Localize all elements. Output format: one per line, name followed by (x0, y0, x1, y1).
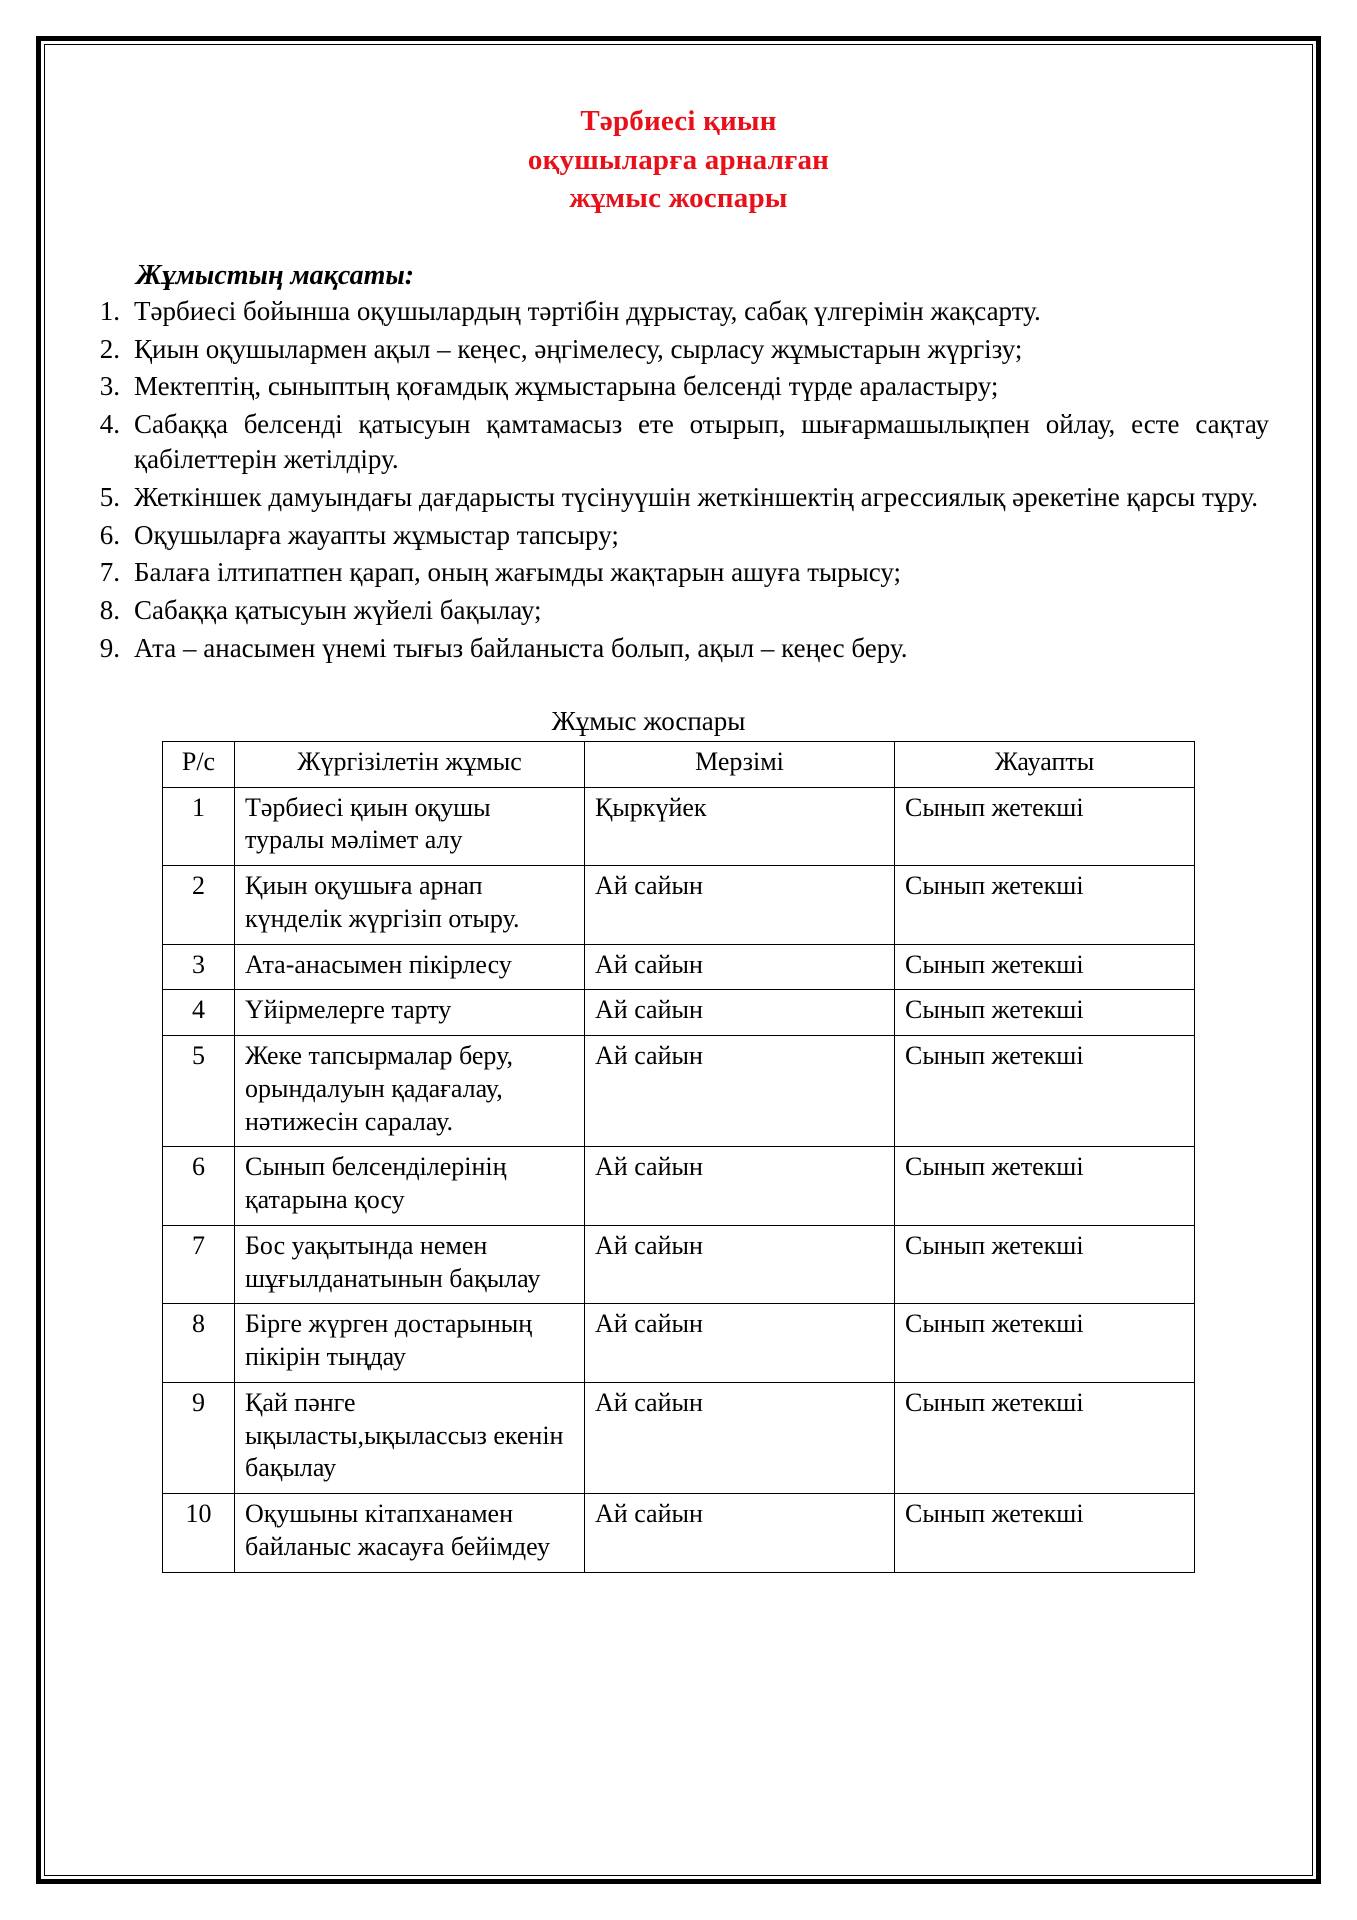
table-cell-responsible: Сынып жетекші (895, 1036, 1195, 1147)
aim-item-number: 3. (99, 371, 120, 402)
table-row (163, 944, 1195, 990)
table-cell-work: Қиын оқушыға арнап күнделік жүргізіп отыру. (235, 866, 585, 945)
aim-item-number: 5. (99, 481, 120, 512)
table-cell-number: 1 (163, 787, 235, 866)
table-cell-term: Қыркүйек (585, 787, 895, 866)
table-cell-work: Оқушыны кітапханамен байланыс жасауға бейімдеу (235, 1494, 585, 1573)
aim-item-text: Мектептің, сыныптың қоғамдық жұмыстарына белсенді түрде араластыру; (134, 371, 999, 402)
table-cell-term: Ай сайын (585, 1225, 895, 1304)
aim-item-number: 2. (99, 333, 120, 364)
table-row (163, 866, 1195, 945)
table-cell-work: Үйірмелерге тарту (235, 990, 585, 1036)
table-row (163, 787, 1195, 866)
aim-heading: Жұмыстың мақсаты: (136, 259, 415, 291)
table-cell-work: Қай пәнге ықыласты,ықыласcыз екенін бақылау (235, 1382, 585, 1493)
table-cell-number: 10 (163, 1494, 235, 1573)
table-cell-number: 5 (163, 1036, 235, 1147)
table-row (163, 1225, 1195, 1304)
page-title (88, 102, 1269, 218)
table-cell-term: Ай сайын (585, 1147, 895, 1226)
table-cell-term: Ай сайын (585, 944, 895, 990)
table-cell-responsible: Сынып жетекші (895, 787, 1195, 866)
table-head (163, 741, 1195, 787)
table-cell-responsible: Сынып жетекші (895, 1225, 1195, 1304)
table-row (163, 1147, 1195, 1226)
work-plan-table (162, 741, 1195, 1573)
table-row (163, 1382, 1195, 1493)
table-cell-responsible: Сынып жетекші (895, 1382, 1195, 1493)
aim-item (88, 555, 1269, 590)
table-cell-responsible: Сынып жетекші (895, 1147, 1195, 1226)
table-cell-responsible: Сынып жетекші (895, 990, 1195, 1036)
aim-item-number: 4. (99, 409, 120, 440)
table-caption: Жұмыс жоспары (551, 705, 746, 736)
table-column-header: Р/с (163, 741, 235, 787)
table-cell-term: Ай сайын (585, 990, 895, 1036)
table-row (163, 1036, 1195, 1147)
aim-item-text: Балаға ілтипатпен қарап, оның жағымды жақтарын ашуға тырысу; (134, 557, 902, 588)
aim-item (88, 480, 1269, 515)
table-column-header: Мерзімі (585, 741, 895, 787)
aim-item (88, 631, 1269, 666)
aim-item-text: Ата – анасымен үнемі тығыз байланыста болып, ақыл – кеңес беру. (134, 633, 908, 664)
table-cell-work: Жеке тапсырмалар беру, орындалуын қадағалау, нәтижесін саралау. (235, 1036, 585, 1147)
table-cell-work: Бос уақытында немен шұғылданатынын бақылау (235, 1225, 585, 1304)
aim-item (88, 407, 1269, 477)
aim-item-text: Жеткіншек дамуындағы дағдарысты түсінуүшін жеткіншектің агрессиялық әрекетіне қарсы тұру. (134, 481, 1259, 512)
table-row (163, 1494, 1195, 1573)
table-header-row (163, 741, 1195, 787)
table-cell-number: 2 (163, 866, 235, 945)
table-cell-number: 3 (163, 944, 235, 990)
aim-item-number: 7. (99, 557, 120, 588)
table-cell-work: Ата-анасымен пікірлесу (235, 944, 585, 990)
aim-item-number: 1. (99, 295, 120, 326)
aim-item (88, 369, 1269, 404)
table-cell-number: 9 (163, 1382, 235, 1493)
table-row (163, 1304, 1195, 1383)
table-cell-work: Тәрбиесі қиын оқушы туралы мәлімет алу (235, 787, 585, 866)
table-cell-work: Бірге жүрген достарының пікірін тыңдау (235, 1304, 585, 1383)
table-cell-responsible: Сынып жетекші (895, 1304, 1195, 1383)
table-cell-number: 7 (163, 1225, 235, 1304)
table-cell-term: Ай сайын (585, 1304, 895, 1383)
aim-item-text: Сабаққа белсенді қатысуын қамтамасыз ете отырып, шығармашылықпен ойлау, есте сақтау қабілеттерін жетілдіру. (134, 409, 1269, 474)
aim-item (88, 332, 1269, 367)
table-cell-responsible: Сынып жетекші (895, 866, 1195, 945)
aim-item-text: Сабаққа қатысуын жүйелі бақылау; (134, 595, 542, 626)
table-cell-number: 6 (163, 1147, 235, 1226)
aim-item (88, 593, 1269, 628)
table-cell-term: Ай сайын (585, 1382, 895, 1493)
aim-item (88, 294, 1269, 329)
table-cell-work: Сынып белсенділерінің қатарына қосу (235, 1147, 585, 1226)
table-cell-term: Ай сайын (585, 1494, 895, 1573)
table-cell-number: 8 (163, 1304, 235, 1383)
table-cell-term: Ай сайын (585, 1036, 895, 1147)
aim-item (88, 518, 1269, 553)
table-column-header: Жүргізілетін жұмыс (235, 741, 585, 787)
document-content (70, 80, 1287, 1573)
aim-item-number: 8. (99, 595, 120, 626)
table-body (163, 787, 1195, 1572)
page-title-line: оқушыларға арналған (527, 143, 830, 176)
aims-list (88, 294, 1269, 666)
aim-item-number: 9. (99, 633, 120, 664)
aim-item-text: Тәрбиесі бойынша оқушылардың тәртібін дұрыстау, сабақ үлгерімін жақсарту. (134, 295, 1041, 326)
page-title-line: Тәрбиесі қиын (580, 105, 777, 137)
table-cell-responsible: Сынып жетекші (895, 1494, 1195, 1573)
table-row (163, 990, 1195, 1036)
aim-item-text: Қиын оқушылармен ақыл – кеңес, әңгімелесу, сырласу жұмыстарын жүргізу; (134, 333, 1023, 364)
table-cell-term: Ай сайын (585, 866, 895, 945)
aim-item-text: Оқушыларға жауапты жұмыстар тапсыру; (134, 519, 619, 550)
table-column-header: Жауапты (895, 741, 1195, 787)
table-cell-number: 4 (163, 990, 235, 1036)
table-cell-responsible: Сынып жетекші (895, 944, 1195, 990)
aim-item-number: 6. (99, 519, 120, 550)
page-title-line: жұмыс жоспары (569, 182, 788, 215)
